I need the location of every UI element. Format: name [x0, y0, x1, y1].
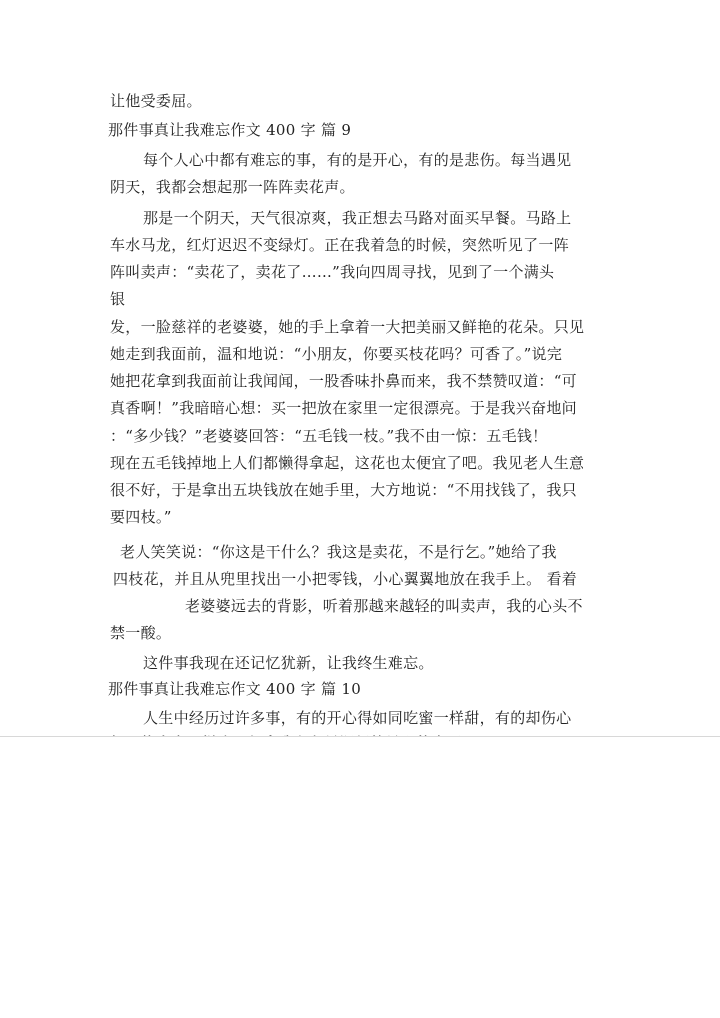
- paragraph-line: 现在五毛钱掉地上人们都懒得拿起，这花也太便宜了吧。我见老人生意: [110, 454, 585, 472]
- paragraph-line: 那是一个阴天，天气很凉爽，我正想去马路对面买早餐。马路上: [143, 209, 572, 227]
- paragraph-line: 阴天，我都会想起那一阵阵卖花声。: [110, 178, 355, 196]
- paragraph-line: 老婆婆远去的背影，听着那越来越轻的叫卖声，我的心头不: [185, 597, 583, 615]
- paragraph-line: 要四枝。”: [110, 508, 172, 526]
- paragraph-line: 很不好，于是拿出五块钱放在她手里，大方地说：“不用找钱了，我只: [110, 481, 577, 499]
- paragraph-line: 银: [110, 290, 126, 308]
- paragraph-line: 她走到我面前，温和地说：“小朋友，你要买枝花吗？可香了。”说完: [110, 345, 563, 363]
- paragraph-line: 车水马龙，红灯迟迟不变绿灯。正在我着急的时候，突然听见了一阵: [110, 236, 570, 254]
- paragraph-line: 这件事我现在还记忆犹新，让我终生难忘。: [143, 654, 434, 672]
- text-line: 让他受委屈。: [110, 92, 202, 110]
- blank-area: [0, 737, 720, 1018]
- paragraph-line: 发，一脸慈祥的老婆婆，她的手上拿着一大把美丽又鲜艳的花朵。只见: [110, 318, 585, 336]
- paragraph-line: 老人笑笑说：“你这是干什么？我这是卖花，不是行乞。”她给了我: [120, 543, 557, 561]
- paragraph-line: 禁一酸。: [110, 624, 172, 642]
- paragraph-line: 真香啊！”我暗暗心想：买一把放在家里一定很漂亮。于是我兴奋地问: [110, 399, 577, 417]
- section-heading: 那件事真让我难忘作文 400 字 篇 10: [108, 680, 362, 698]
- paragraph-line: 阵叫卖声：“卖花了，卖花了……”我向四周寻找，见到了一个满头: [110, 263, 555, 281]
- section-heading: 那件事真让我难忘作文 400 字 篇 9: [108, 121, 352, 139]
- paragraph-line: 每个人心中都有难忘的事，有的是开心，有的是悲伤。每当遇见: [143, 151, 572, 169]
- paragraph-line: ：“多少钱？”老婆婆回答：“五毛钱一枝。”我不由一惊：五毛钱！: [110, 427, 548, 445]
- paragraph-line: 她把花拿到我面前让我闻闻，一股香味扑鼻而来，我不禁赞叹道：“可: [110, 372, 577, 390]
- paragraph-line: 人生中经历过许多事，有的开心得如同吃蜜一样甜，有的却伤心: [143, 709, 572, 727]
- paragraph-line: 四枝花，并且从兜里找出一小把零钱，小心翼翼地放在我手上。 看着: [113, 570, 578, 588]
